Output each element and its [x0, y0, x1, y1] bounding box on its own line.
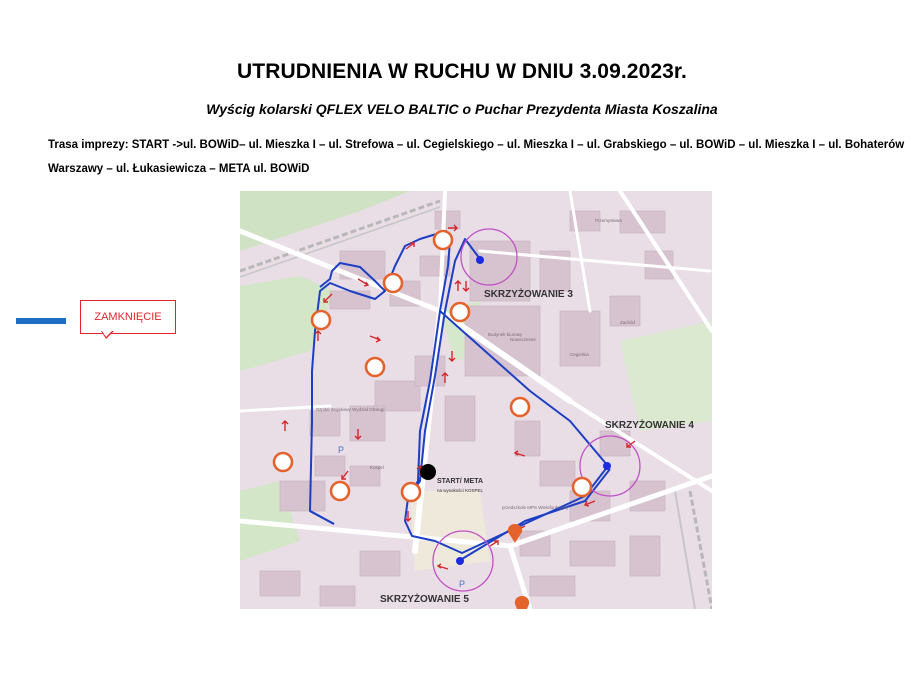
- callout-tail-inner: [102, 331, 112, 337]
- building: [360, 551, 400, 576]
- map-label: Zachód: [620, 320, 636, 325]
- closure-marker: [366, 358, 384, 376]
- building: [540, 461, 575, 486]
- closure-marker: [402, 483, 420, 501]
- closure-marker: [451, 303, 469, 321]
- route-map-svg: [240, 191, 712, 609]
- page-title: UTRUDNIENIA W RUCHU W DNIU 3.09.2023r.: [237, 60, 687, 83]
- building: [330, 291, 370, 309]
- intersection-label-3: SKRZYŻOWANIE 3: [484, 289, 573, 300]
- map-label: Kospel: [370, 465, 384, 470]
- building: [445, 396, 475, 441]
- building: [420, 256, 450, 276]
- closure-marker: [384, 274, 402, 292]
- legend-route-line: [16, 318, 66, 324]
- building: [260, 571, 300, 596]
- intersection-dot-3: [476, 256, 484, 264]
- building: [320, 586, 355, 606]
- route-map: [240, 191, 712, 609]
- building: [630, 536, 660, 576]
- closure-marker: [573, 478, 591, 496]
- building: [530, 576, 575, 596]
- map-label: Cegielnia: [570, 352, 589, 357]
- intersection-dot-5: [456, 557, 464, 565]
- building: [280, 481, 325, 511]
- start-finish-sublabel: na wysokości KOSPEL: [437, 488, 484, 493]
- building: [570, 541, 615, 566]
- map-pin: [515, 596, 529, 609]
- building: [515, 421, 540, 456]
- building: [560, 311, 600, 366]
- map-label: Przemysłowa: [595, 218, 622, 223]
- intersection-label-4: SKRZYŻOWANIE 4: [605, 420, 694, 431]
- map-label: Szpital Wojskowy Wydział Obsługi: [316, 407, 385, 412]
- map-label: Budynek biurowy: [488, 332, 523, 337]
- route-description: Trasa imprezy: START ->ul. BOWiD– ul. Mieszka I – ul. Strefowa – ul. Cegielskiego – ul. Mieszka I – ul. Grabskiego – ul. BOWiD – ul. Mieszka I – ul. Bohaterów Warszawy – ul. Łukasiewicza – META ul. BOWiD: [48, 139, 905, 175]
- parking-icon: P: [338, 445, 345, 455]
- start-finish-dot: [420, 464, 436, 480]
- closure-marker: [434, 231, 452, 249]
- closure-marker: [274, 453, 292, 471]
- closure-marker: [511, 398, 529, 416]
- intersection-dot-4: [603, 462, 611, 470]
- building: [310, 411, 340, 436]
- map-label: Nowoczesne: [510, 337, 536, 342]
- start-finish-label: START/ META: [437, 478, 484, 485]
- intersection-label-5: SKRZYŻOWANIE 5: [380, 594, 469, 605]
- building: [315, 456, 345, 476]
- closure-marker: [331, 482, 349, 500]
- event-subtitle: Wyścig kolarski QFLEX VELO BALTIC o Puchar Prezydenta Miasta Koszalina: [206, 101, 718, 117]
- closure-callout: ZAMKNIĘCIE: [80, 300, 176, 334]
- closure-marker: [312, 311, 330, 329]
- map-label: przedszkole MPS Wielofunkcyjny: [502, 505, 569, 510]
- parking-icon: P: [459, 579, 466, 589]
